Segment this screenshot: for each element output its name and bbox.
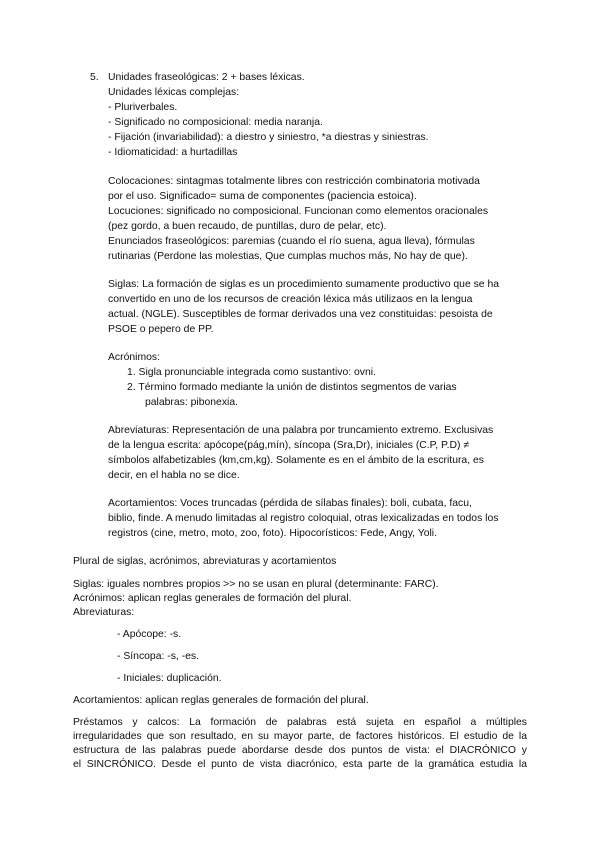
paragraph-line: Siglas: La formación de siglas es un procedimiento sumamente productivo que se ha (108, 279, 500, 290)
paragraph-line: por el uso. Significado= suma de componentes (paciencia estoica). (108, 191, 417, 202)
section-title: Unidades fraseológicas: 2 + bases léxicas. (108, 72, 305, 83)
paragraph-line: biblio, finde. A menudo limitadas al registro coloquial, otras lexicalizadas en todos los (108, 513, 499, 524)
list-item: 2. Término formado mediante la unión de distintos segmentos de varias (127, 382, 457, 393)
paragraph-line: rutinarias (Perdone las molestias, Que cumplas muchos más, No hay de que). (108, 251, 468, 262)
plural-acronimos: Acrónimos: aplican reglas generales de formación del plural. (73, 593, 352, 604)
paragraph-line: Colocaciones: sintagmas totalmente libres con restricción combinatoria motivada (108, 176, 480, 187)
paragraph-line: (pez gordo, a buen recaudo, de puntillas, duro de pelar, etc). (108, 221, 387, 232)
plural-siglas: Siglas: iguales nombres propios >> no se usan en plural (determinante: FARC). (73, 579, 439, 590)
paragraph-line: actual. (NGLE). Susceptibles de formar derivados una vez constituidas: pesoista de (108, 309, 493, 320)
list-item: palabras: pibonexia. (145, 397, 239, 408)
section-number: 5. (90, 72, 99, 83)
list-item: - Pluriverbales. (108, 102, 178, 113)
list-item: 1. Sigla pronunciable integrada como sustantivo: ovni. (127, 367, 376, 378)
plural-sincopa: - Síncopa: -s, -es. (117, 651, 199, 662)
paragraph-line: estructura de las palabras puede abordarse desde dos puntos de vista: el DIACRÓNICO y (73, 745, 527, 756)
paragraph-line: irregularidades que son resultado, en su mayor parte, de factores históricos. El estudio de la (73, 731, 527, 742)
paragraph-line: de la lengua escrita: apócope(pág,mín), síncopa (Sra,Dr), iniciales (C.P, P.D) ≠ (108, 440, 470, 451)
plural-apocope: - Apócope: -s. (117, 629, 182, 640)
paragraph-line: el SINCRÓNICO. Desde el punto de vista diacrónico, esta parte de la gramática estudia la (73, 759, 527, 770)
plural-abreviaturas: Abreviaturas: (73, 607, 135, 618)
paragraph-line: Enunciados fraseológicos: paremias (cuando el río suena, agua lleva), fórmulas (108, 236, 475, 247)
paragraph-line: PSOE o pepero de PP. (108, 324, 214, 335)
plural-title: Plural de siglas, acrónimos, abreviaturas y acortamientos (73, 556, 337, 567)
paragraph-line: Acortamientos: Voces truncadas (pérdida de sílabas finales): boli, cubata, facu, (108, 498, 472, 509)
paragraph-line: decir, en el habla no se dice. (108, 470, 240, 481)
list-item: - Significado no composicional: media naranja. (108, 117, 323, 128)
plural-acortamientos: Acortamientos: aplican reglas generales de formación del plural. (73, 695, 369, 706)
list-item: - Fijación (invariabilidad): a diestro y siniestro, *a diestras y siniestras. (108, 132, 429, 143)
paragraph-line: Abreviaturas: Representación de una palabra por truncamiento extremo. Exclusivas (108, 425, 494, 436)
paragraph-line: Locuciones: significado no composicional. Funcionan como elementos oracionales (108, 206, 489, 217)
acronimos-heading: Acrónimos: (108, 352, 160, 363)
paragraph-line: símbolos alfabetizables (km,cm,kg). Solamente es en el ámbito de la escritura, es (108, 455, 484, 466)
list-item: - Idiomaticidad: a hurtadillas (108, 147, 238, 158)
section-subtitle: Unidades léxicas complejas: (108, 87, 240, 98)
paragraph-line: registros (cine, metro, moto, zoo, foto). Hipocorísticos: Fede, Angy, Yoli. (108, 528, 437, 539)
plural-iniciales: - Iniciales: duplicación. (117, 673, 222, 684)
paragraph-line: convertido en uno de los recursos de creación léxica más utilizaos en la lengua (108, 294, 473, 305)
paragraph-line: Préstamos y calcos: La formación de palabras está sujeta en español a múltiples (73, 717, 527, 728)
